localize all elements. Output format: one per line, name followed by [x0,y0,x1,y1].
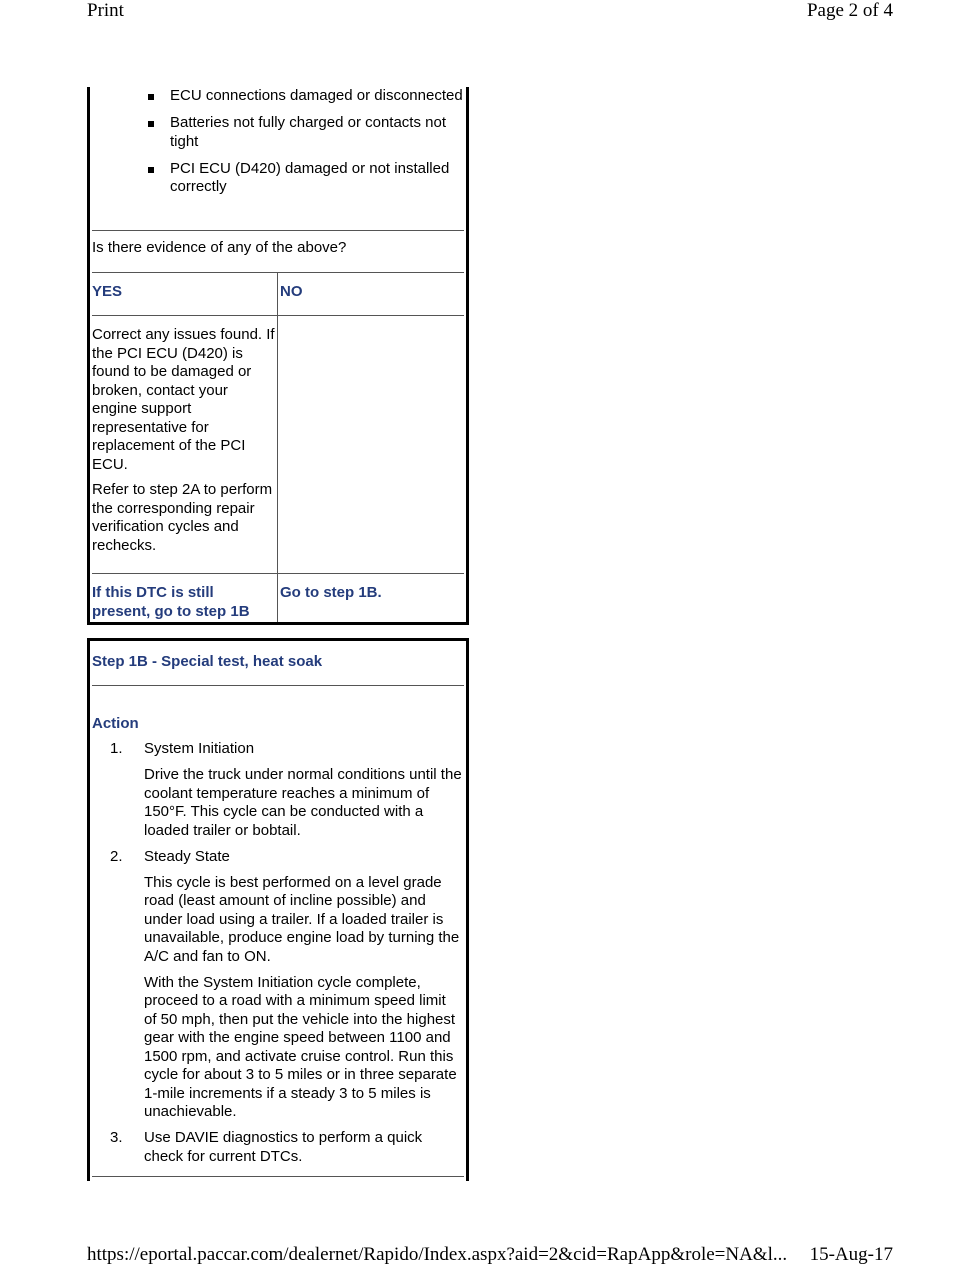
yes-result-link[interactable]: If this DTC is still present, go to step 1B [92,584,250,620]
step-paragraph: Drive the truck under normal conditions until the coolant temperature reaches a minimum of 150°F. This cycle can be conducted with a loaded trailer or bobtail. [144,766,462,839]
step-item [110,740,462,840]
step-number: 3. [110,1129,123,1146]
page-url: https://eportal.paccar.com/dealernet/Rapido/Index.aspx?aid=2&cid=RapApp&role=NA&l... [87,1244,788,1265]
cause-item: PCI ECU (D420) damaged or not installed correctly [146,160,466,197]
step-paragraph: This cycle is best performed on a level grade road (least amount of incline possible) and under load using a trailer. If a loaded trailer is unavailable, produce engine load by turning the A/C and fan to ON. [144,873,460,965]
step-title-text: Use DAVIE diagnostics to perform a quick check for current DTCs. [144,1129,423,1165]
cause-item: ECU connections damaged or disconnected [146,87,466,106]
action-label: Action [92,715,139,732]
diagnostic-table-1b [87,638,469,1181]
yes-action-text: Correct any issues found. If the PCI ECU (D420) is found to be damaged or broken, contact your engine support representative for replacement of the PCI ECU. [92,326,275,473]
step-title-text: System Initiation [144,740,255,757]
no-result-link[interactable]: Go to step 1B. [280,584,382,601]
step-title: Step 1B - Special test, heat soak [92,653,323,670]
print-footer [0,1244,979,1268]
page-number: Page 2 of 4 [806,0,893,21]
print-header-title: Print [87,0,124,21]
yes-header: YES [92,283,123,300]
print-date: 15-Aug-17 [809,1244,893,1265]
print-header [0,0,979,24]
cause-list [146,87,466,205]
yes-action-cell [92,326,276,555]
cause-list-cell [90,87,466,229]
step-title-text: Steady State [144,847,230,865]
cause-item: Batteries not fully charged or contacts not tight [146,114,466,151]
step-list [110,740,462,1174]
step-item [110,848,462,1122]
step-number: 1. [110,740,123,757]
no-header: NO [280,283,303,300]
diagnostic-table-1a [87,87,469,625]
step-item [110,1129,462,1166]
step-paragraph: With the System Initiation cycle complete, proceed to a road with a minimum speed limit of 50 mph, then put the vehicle into the highest gear with the engine speed between 1100 and 1500 rpm, and activate cruise control. Run this cycle for about 3 to 5 miles or in three separate 1-mile increments if a steady 3 to 5 miles is unachievable. [144,973,457,1120]
step-number: 2. [110,847,123,865]
yes-refer-text: Refer to step 2A to perform the corresponding repair verification cycles and rechecks. [92,481,273,554]
question-text: Is there evidence of any of the above? [92,239,347,256]
